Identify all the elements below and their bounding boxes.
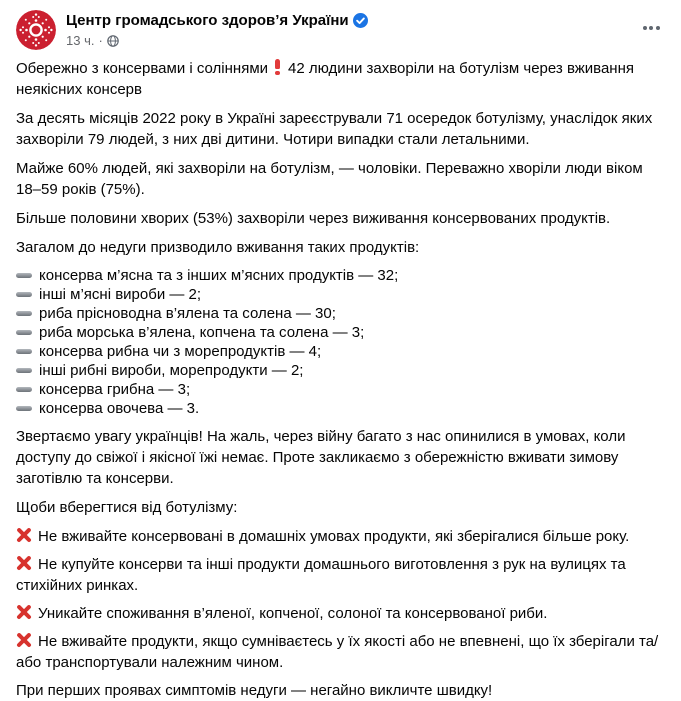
page-avatar-logo-icon[interactable]	[16, 10, 56, 50]
minus-bullet-icon	[16, 330, 32, 335]
paragraph-products-lead: Загалом до недуги призводило вживання таких продуктів:	[16, 239, 420, 256]
cross-mark-icon	[16, 632, 32, 648]
cross-mark-icon	[16, 555, 32, 571]
paragraph-demographics: Майже 60% людей, які захворіли на ботулізм, — чоловіки. Переважно хворіли люди віком 18–59 років (75%).	[16, 160, 643, 198]
warnings-list	[16, 526, 665, 673]
timestamp-link[interactable]: 13 ч.	[66, 33, 95, 48]
paragraph-statistics: За десять місяців 2022 року в Україні зареєстрували 71 осередок ботулізму, унаслідок яких захворіли 79 людей, з них дві дитини. Чотири випадки стали летальними.	[16, 110, 653, 148]
minus-bullet-icon	[16, 349, 32, 354]
minus-bullet-icon	[16, 387, 32, 392]
intro-text-before: Обережно з консервами і соліннями	[16, 60, 269, 77]
minus-bullet-icon	[16, 368, 32, 373]
list-item: риба прісноводна в’ялена та солена — 30;	[16, 304, 665, 323]
list-item: консерва грибна — 3;	[16, 380, 665, 399]
products-list	[16, 266, 665, 418]
globe-privacy-icon	[107, 35, 119, 47]
warning-item: Не вживайте продукти, якщо сумніваєтесь у їх якості або не впевнені, що їх зберігали та/або транспортували належним чином.	[16, 633, 659, 671]
warning-item: Не вживайте консервовані в домашніх умовах продукти, які зберігалися більше року.	[16, 526, 665, 547]
paragraph-prevention-lead: Щоби вберегтися від ботулізму:	[16, 499, 238, 516]
list-item: консерва м’ясна та з інших м’ясних продуктів — 32;	[16, 266, 665, 285]
paragraph-intro	[16, 58, 665, 100]
list-item: консерва рибна чи з морепродуктів — 4;	[16, 342, 665, 361]
exclamation-mark-icon	[273, 59, 282, 75]
verified-badge-icon	[353, 13, 368, 28]
list-item: інші м’ясні вироби — 2;	[16, 285, 665, 304]
cross-mark-icon	[16, 527, 32, 543]
warning-item: Уникайте споживання в’яленої, копченої, солоної та консервованої риби.	[16, 603, 665, 624]
post-meta	[66, 33, 368, 49]
minus-bullet-icon	[16, 292, 32, 297]
minus-bullet-icon	[16, 273, 32, 278]
post-body	[0, 54, 681, 701]
cross-mark-icon	[16, 604, 32, 620]
header-text	[66, 10, 368, 49]
paragraph-appeal: Звертаємо увагу українців! На жаль, через війну багато з нас опинилися в умовах, коли доступу до свіжої і якісної їжі немає. Проте закликаємо з обережністю вживати зимову заготівлю та консерви.	[16, 428, 626, 487]
warning-item: Не купуйте консерви та інші продукти домашнього виготовлення з рук на вулицях та стихійних ринках.	[16, 556, 626, 594]
paragraph-call-ambulance: При перших проявах симптомів недуги — негайно викличте швидку!	[16, 682, 493, 699]
list-item: риба морська в’ялена, копчена та солена — 3;	[16, 323, 665, 342]
page-name-link[interactable]: Центр громадського здоров’я України	[66, 12, 349, 29]
more-options-ellipsis-icon[interactable]	[635, 12, 667, 44]
minus-bullet-icon	[16, 406, 32, 411]
list-item: інші рибні вироби, морепродукти — 2;	[16, 361, 665, 380]
post-header	[0, 0, 681, 54]
list-item: консерва овочева — 3.	[16, 399, 665, 418]
intro-text-after: 42 людини захворіли на ботулізм через вживання неякісних консерв	[16, 60, 634, 98]
meta-separator: ·	[98, 33, 103, 48]
paragraph-canned-share: Більше половини хворих (53%) захворіли через виживання консервованих продуктів.	[16, 210, 611, 227]
minus-bullet-icon	[16, 311, 32, 316]
